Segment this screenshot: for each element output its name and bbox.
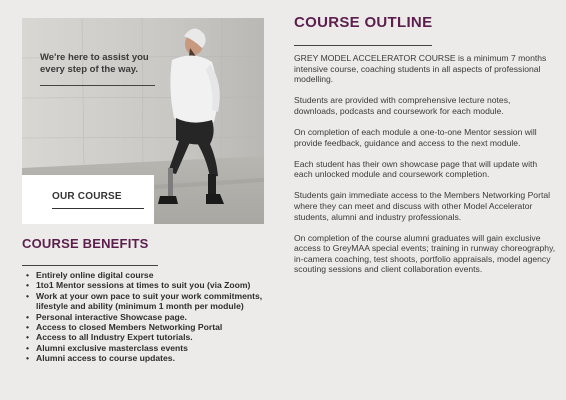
benefits-divider (22, 265, 158, 266)
outline-body (294, 53, 556, 286)
list-item: • Work at your own pace to suit your work commitments, lifestyle and ability (minimum 1 month per module) (26, 291, 278, 312)
list-item: • Access to closed Members Networking Portal (26, 322, 278, 332)
tagline-divider (40, 85, 155, 86)
list-item: • Access to all Industry Expert tutorials. (26, 332, 278, 342)
our-course-card[interactable] (22, 175, 154, 224)
outline-paragraph: Students gain immediate access to the Members Networking Portal where they can meet and discuss with other Model Accelerator students, alumni and industry professionals. (294, 190, 551, 222)
benefits-list (26, 270, 278, 364)
outline-divider (294, 45, 432, 46)
outline-paragraph: On completion of each module a one-to-one Mentor session will provide feedback, guidance and access to the next module. (294, 126, 537, 148)
outline-paragraph: Students are provided with comprehensive lecture notes, downloads, podcasts and coursework for each module. (294, 95, 511, 116)
outline-paragraph: Each student has their own showcase page that will update with each unlocked module and coursework completion. (294, 158, 538, 180)
outline-paragraph: GREY MODEL ACCELERATOR COURSE is a minimum 7 months intensive course, coaching students in all aspects of professional modelling. (294, 53, 547, 85)
hero-photo (22, 18, 264, 224)
hero-tagline: We're here to assist you every step of the way. (40, 52, 149, 75)
our-course-button[interactable]: OUR COURSE (52, 191, 122, 202)
list-item: • Alumni exclusive masterclass events (26, 343, 278, 353)
outline-paragraph: On completion of the course alumni graduates will gain exclusive access to GreyMAA special events; training in runway choreography, in-camera coaching, test shoots, portfolio appraisals, model agency scouting sessions and client collaboration events. (294, 232, 556, 275)
list-item: • Alumni access to course updates. (26, 353, 278, 363)
benefits-title: COURSE BENEFITS (22, 236, 149, 251)
list-item: • Entirely online digital course (26, 270, 278, 280)
our-course-underline (52, 208, 144, 209)
list-item: • 1to1 Mentor sessions at times to suit you (via Zoom) (26, 280, 278, 290)
list-item: • Personal interactive Showcase page. (26, 312, 278, 322)
outline-title: COURSE OUTLINE (294, 14, 433, 31)
